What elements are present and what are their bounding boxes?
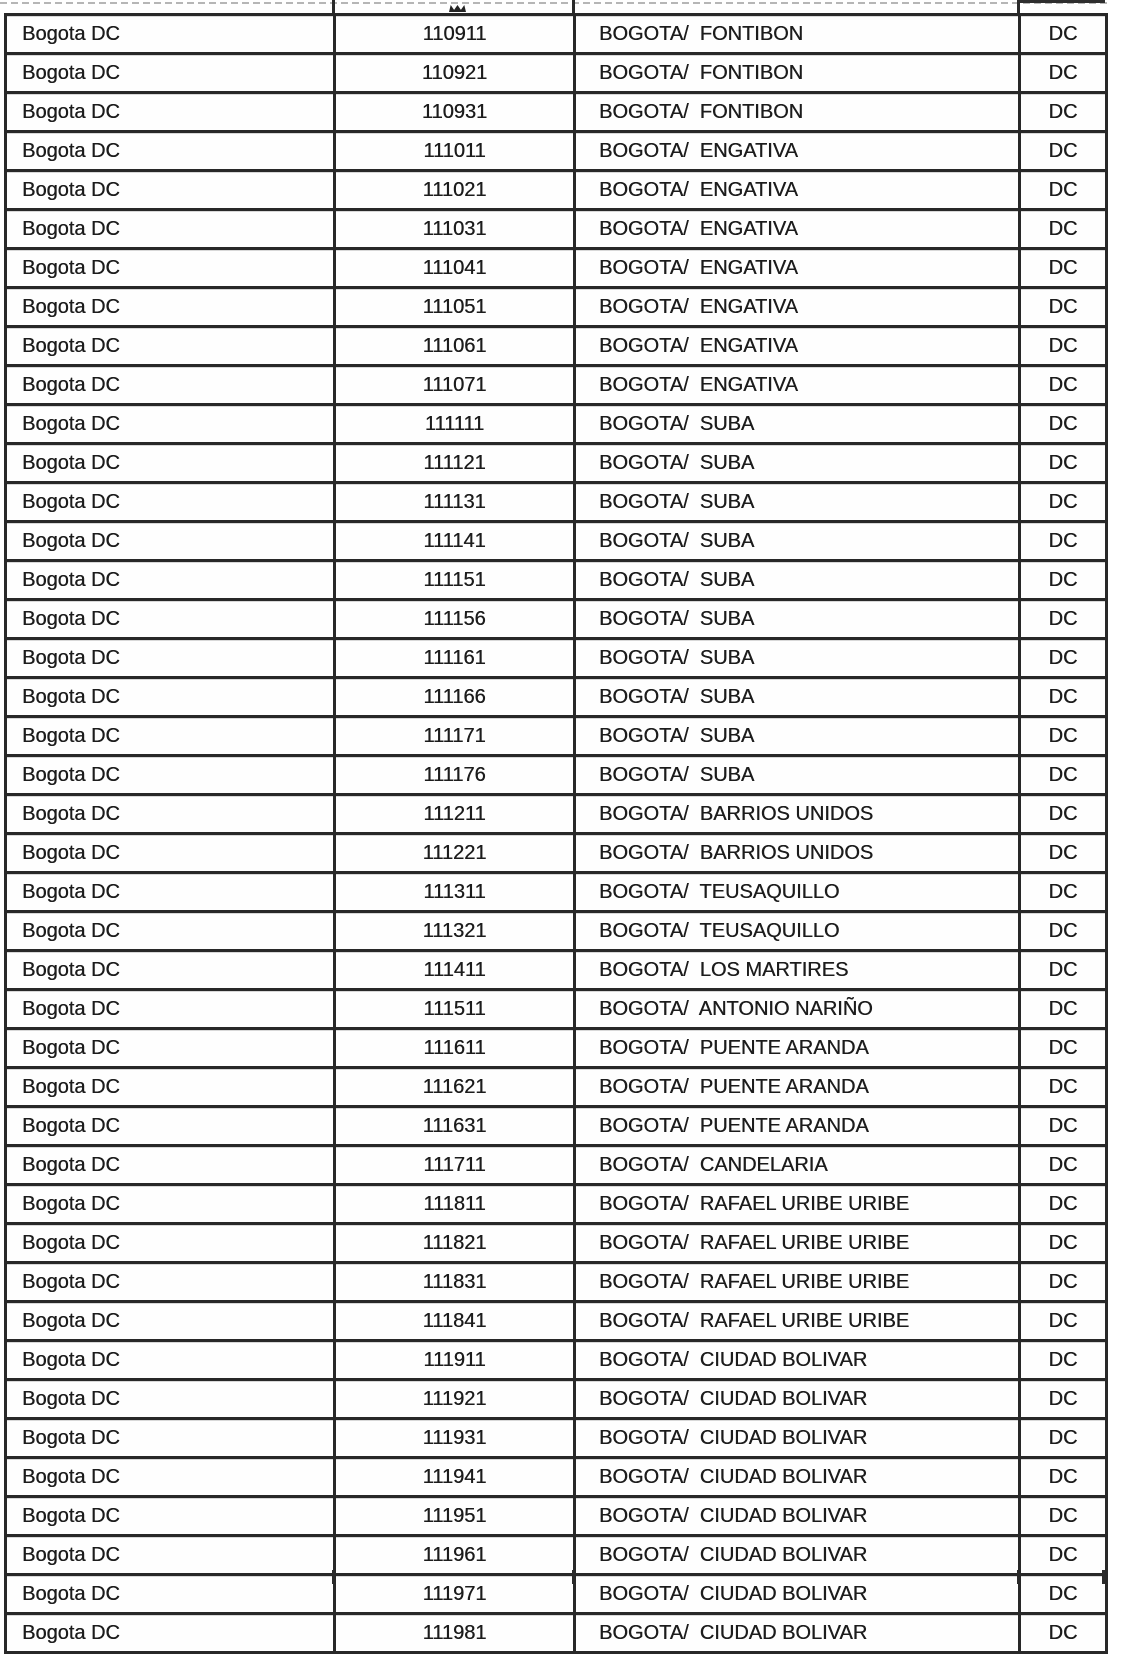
table-row	[6, 444, 1107, 483]
postal-codes-table	[4, 13, 1108, 1654]
postal-code-cell: 111211	[335, 795, 575, 834]
table-row	[6, 93, 1107, 132]
table-row	[6, 600, 1107, 639]
postal-code-cell: 111031	[335, 210, 575, 249]
locality-cell: BOGOTA/ CIUDAD BOLIVAR	[575, 1458, 1020, 1497]
scan-dotted-line	[0, 2, 1110, 4]
region-code-cell: DC	[1020, 1224, 1107, 1263]
region-code-cell: DC	[1020, 1107, 1107, 1146]
locality-cell: BOGOTA/ SUBA	[575, 483, 1020, 522]
region-code-cell: DC	[1020, 951, 1107, 990]
locality-cell: BOGOTA/ BARRIOS UNIDOS	[575, 834, 1020, 873]
postal-code-cell: 110921	[335, 54, 575, 93]
column-border-stub	[572, 0, 575, 13]
table-row	[6, 1614, 1107, 1653]
region-code-cell: DC	[1020, 834, 1107, 873]
department-cell: Bogota DC	[6, 717, 335, 756]
postal-code-cell: 111176	[335, 756, 575, 795]
table-row	[6, 1575, 1107, 1614]
cutoff-row-remnant	[0, 0, 1127, 13]
postal-code-cell: 111166	[335, 678, 575, 717]
postal-code-cell: 111061	[335, 327, 575, 366]
department-cell: Bogota DC	[6, 1341, 335, 1380]
department-cell: Bogota DC	[6, 15, 335, 54]
postal-code-cell: 111821	[335, 1224, 575, 1263]
postal-code-cell: 111051	[335, 288, 575, 327]
region-code-cell: DC	[1020, 873, 1107, 912]
locality-cell: BOGOTA/ ENGATIVA	[575, 288, 1020, 327]
locality-cell: BOGOTA/ ENGATIVA	[575, 249, 1020, 288]
locality-cell: BOGOTA/ CIUDAD BOLIVAR	[575, 1536, 1020, 1575]
department-cell: Bogota DC	[6, 1146, 335, 1185]
locality-cell: BOGOTA/ TEUSAQUILLO	[575, 912, 1020, 951]
table-row	[6, 795, 1107, 834]
postal-code-cell: 111951	[335, 1497, 575, 1536]
table-row	[6, 1185, 1107, 1224]
table-row	[6, 912, 1107, 951]
locality-cell: BOGOTA/ LOS MARTIRES	[575, 951, 1020, 990]
locality-cell: BOGOTA/ SUBA	[575, 678, 1020, 717]
department-cell: Bogota DC	[6, 912, 335, 951]
table-row	[6, 483, 1107, 522]
postal-code-cell: 111156	[335, 600, 575, 639]
region-code-cell: DC	[1020, 132, 1107, 171]
table-row	[6, 1497, 1107, 1536]
table-row	[6, 132, 1107, 171]
postal-code-cell: 111621	[335, 1068, 575, 1107]
locality-cell: BOGOTA/ FONTIBON	[575, 15, 1020, 54]
region-code-cell: DC	[1020, 171, 1107, 210]
locality-cell: BOGOTA/ FONTIBON	[575, 54, 1020, 93]
region-code-cell: DC	[1020, 15, 1107, 54]
region-code-cell: DC	[1020, 1419, 1107, 1458]
locality-cell: BOGOTA/ ENGATIVA	[575, 327, 1020, 366]
table-row	[6, 1458, 1107, 1497]
region-code-cell: DC	[1020, 1185, 1107, 1224]
region-code-cell: DC	[1020, 249, 1107, 288]
department-cell: Bogota DC	[6, 1419, 335, 1458]
postal-code-cell: 111711	[335, 1146, 575, 1185]
department-cell: Bogota DC	[6, 990, 335, 1029]
table-row	[6, 54, 1107, 93]
postal-code-cell: 111971	[335, 1575, 575, 1614]
department-cell: Bogota DC	[6, 1536, 335, 1575]
department-cell: Bogota DC	[6, 93, 335, 132]
table-row	[6, 15, 1107, 54]
postal-code-cell: 111111	[335, 405, 575, 444]
department-cell: Bogota DC	[6, 1107, 335, 1146]
department-cell: Bogota DC	[6, 1497, 335, 1536]
table-row	[6, 327, 1107, 366]
locality-cell: BOGOTA/ CIUDAD BOLIVAR	[575, 1419, 1020, 1458]
table-row	[6, 1224, 1107, 1263]
locality-cell: BOGOTA/ ENGATIVA	[575, 210, 1020, 249]
postal-code-cell: 111151	[335, 561, 575, 600]
department-cell: Bogota DC	[6, 795, 335, 834]
department-cell: Bogota DC	[6, 1029, 335, 1068]
table-body	[6, 15, 1107, 1653]
postal-code-cell: 111841	[335, 1302, 575, 1341]
department-cell: Bogota DC	[6, 639, 335, 678]
department-cell: Bogota DC	[6, 1302, 335, 1341]
table-row	[6, 1380, 1107, 1419]
postal-code-cell: 110931	[335, 93, 575, 132]
region-code-cell: DC	[1020, 717, 1107, 756]
region-code-cell: DC	[1020, 678, 1107, 717]
locality-cell: BOGOTA/ ANTONIO NARIÑO	[575, 990, 1020, 1029]
region-code-cell: DC	[1020, 912, 1107, 951]
locality-cell: BOGOTA/ TEUSAQUILLO	[575, 873, 1020, 912]
locality-cell: BOGOTA/ SUBA	[575, 600, 1020, 639]
table-row	[6, 834, 1107, 873]
table-row	[6, 288, 1107, 327]
table-row	[6, 756, 1107, 795]
region-code-cell: DC	[1020, 405, 1107, 444]
column-border-stub	[1102, 1570, 1105, 1584]
postal-code-cell: 111921	[335, 1380, 575, 1419]
department-cell: Bogota DC	[6, 873, 335, 912]
table-row	[6, 561, 1107, 600]
postal-code-cell: 111141	[335, 522, 575, 561]
region-code-cell: DC	[1020, 1614, 1107, 1653]
region-code-cell: DC	[1020, 1146, 1107, 1185]
region-code-cell: DC	[1020, 444, 1107, 483]
department-cell: Bogota DC	[6, 1575, 335, 1614]
region-code-cell: DC	[1020, 1575, 1107, 1614]
locality-cell: BOGOTA/ SUBA	[575, 405, 1020, 444]
department-cell: Bogota DC	[6, 1263, 335, 1302]
table-row	[6, 1068, 1107, 1107]
postal-code-cell: 111221	[335, 834, 575, 873]
table-row	[6, 717, 1107, 756]
locality-cell: BOGOTA/ FONTIBON	[575, 93, 1020, 132]
department-cell: Bogota DC	[6, 1458, 335, 1497]
postal-code-cell: 111161	[335, 639, 575, 678]
cutoff-text-remnant	[449, 5, 466, 12]
locality-cell: BOGOTA/ SUBA	[575, 639, 1020, 678]
locality-cell: BOGOTA/ PUENTE ARANDA	[575, 1068, 1020, 1107]
department-cell: Bogota DC	[6, 522, 335, 561]
department-cell: Bogota DC	[6, 561, 335, 600]
locality-cell: BOGOTA/ ENGATIVA	[575, 132, 1020, 171]
region-code-cell: DC	[1020, 93, 1107, 132]
table-row	[6, 1419, 1107, 1458]
region-code-cell: DC	[1020, 54, 1107, 93]
table-row	[6, 1536, 1107, 1575]
department-cell: Bogota DC	[6, 210, 335, 249]
table-row	[6, 1146, 1107, 1185]
postal-code-cell: 111941	[335, 1458, 575, 1497]
region-code-cell: DC	[1020, 288, 1107, 327]
region-code-cell: DC	[1020, 756, 1107, 795]
locality-cell: BOGOTA/ SUBA	[575, 444, 1020, 483]
region-code-cell: DC	[1020, 1458, 1107, 1497]
region-code-cell: DC	[1020, 1302, 1107, 1341]
column-border-stub	[572, 1570, 575, 1584]
region-code-cell: DC	[1020, 522, 1107, 561]
postal-code-cell: 111121	[335, 444, 575, 483]
region-code-cell: DC	[1020, 1536, 1107, 1575]
locality-cell: BOGOTA/ CIUDAD BOLIVAR	[575, 1380, 1020, 1419]
locality-cell: BOGOTA/ RAFAEL URIBE URIBE	[575, 1302, 1020, 1341]
postal-code-cell: 111931	[335, 1419, 575, 1458]
table-row	[6, 522, 1107, 561]
department-cell: Bogota DC	[6, 327, 335, 366]
locality-cell: BOGOTA/ CIUDAD BOLIVAR	[575, 1341, 1020, 1380]
postal-code-cell: 111411	[335, 951, 575, 990]
postal-code-cell: 111311	[335, 873, 575, 912]
postal-code-cell: 111071	[335, 366, 575, 405]
department-cell: Bogota DC	[6, 366, 335, 405]
table-row	[6, 951, 1107, 990]
postal-code-cell: 111961	[335, 1536, 575, 1575]
postal-code-cell: 111611	[335, 1029, 575, 1068]
region-code-cell: DC	[1020, 1263, 1107, 1302]
column-border-stub	[1017, 0, 1020, 13]
table-row	[6, 171, 1107, 210]
postal-code-cell: 111131	[335, 483, 575, 522]
department-cell: Bogota DC	[6, 834, 335, 873]
department-cell: Bogota DC	[6, 1224, 335, 1263]
locality-cell: BOGOTA/ PUENTE ARANDA	[575, 1107, 1020, 1146]
locality-cell: BOGOTA/ SUBA	[575, 522, 1020, 561]
postal-code-cell: 110911	[335, 15, 575, 54]
department-cell: Bogota DC	[6, 1380, 335, 1419]
locality-cell: BOGOTA/ PUENTE ARANDA	[575, 1029, 1020, 1068]
postal-code-cell: 111511	[335, 990, 575, 1029]
locality-cell: BOGOTA/ ENGATIVA	[575, 171, 1020, 210]
locality-cell: BOGOTA/ RAFAEL URIBE URIBE	[575, 1224, 1020, 1263]
locality-cell: BOGOTA/ ENGATIVA	[575, 366, 1020, 405]
postal-code-cell: 111631	[335, 1107, 575, 1146]
region-code-cell: DC	[1020, 366, 1107, 405]
region-code-cell: DC	[1020, 600, 1107, 639]
postal-code-cell: 111021	[335, 171, 575, 210]
region-code-cell: DC	[1020, 795, 1107, 834]
locality-cell: BOGOTA/ BARRIOS UNIDOS	[575, 795, 1020, 834]
department-cell: Bogota DC	[6, 951, 335, 990]
locality-cell: BOGOTA/ CIUDAD BOLIVAR	[575, 1614, 1020, 1653]
region-code-cell: DC	[1020, 1497, 1107, 1536]
table-row	[6, 1302, 1107, 1341]
region-code-cell: DC	[1020, 639, 1107, 678]
locality-cell: BOGOTA/ SUBA	[575, 561, 1020, 600]
table-row	[6, 1029, 1107, 1068]
locality-cell: BOGOTA/ RAFAEL URIBE URIBE	[575, 1185, 1020, 1224]
column-border-stub	[1017, 1570, 1020, 1584]
region-code-cell: DC	[1020, 1029, 1107, 1068]
department-cell: Bogota DC	[6, 249, 335, 288]
department-cell: Bogota DC	[6, 1185, 335, 1224]
cutoff-border-remnant	[1018, 0, 1105, 3]
postal-code-cell: 111911	[335, 1341, 575, 1380]
locality-cell: BOGOTA/ CIUDAD BOLIVAR	[575, 1575, 1020, 1614]
region-code-cell: DC	[1020, 210, 1107, 249]
table-row	[6, 366, 1107, 405]
department-cell: Bogota DC	[6, 600, 335, 639]
locality-cell: BOGOTA/ SUBA	[575, 756, 1020, 795]
postal-code-cell: 111831	[335, 1263, 575, 1302]
postal-code-cell: 111321	[335, 912, 575, 951]
department-cell: Bogota DC	[6, 132, 335, 171]
department-cell: Bogota DC	[6, 54, 335, 93]
table-row	[6, 1107, 1107, 1146]
department-cell: Bogota DC	[6, 288, 335, 327]
department-cell: Bogota DC	[6, 444, 335, 483]
department-cell: Bogota DC	[6, 171, 335, 210]
table-row	[6, 873, 1107, 912]
table-row	[6, 678, 1107, 717]
locality-cell: BOGOTA/ RAFAEL URIBE URIBE	[575, 1263, 1020, 1302]
column-border-stub	[332, 1570, 335, 1584]
department-cell: Bogota DC	[6, 483, 335, 522]
locality-cell: BOGOTA/ CIUDAD BOLIVAR	[575, 1497, 1020, 1536]
table-row	[6, 639, 1107, 678]
department-cell: Bogota DC	[6, 756, 335, 795]
region-code-cell: DC	[1020, 1068, 1107, 1107]
table-row	[6, 990, 1107, 1029]
postal-code-cell: 111011	[335, 132, 575, 171]
region-code-cell: DC	[1020, 327, 1107, 366]
postal-code-cell: 111171	[335, 717, 575, 756]
department-cell: Bogota DC	[6, 678, 335, 717]
department-cell: Bogota DC	[6, 405, 335, 444]
department-cell: Bogota DC	[6, 1068, 335, 1107]
department-cell: Bogota DC	[6, 1614, 335, 1653]
postal-code-cell: 111811	[335, 1185, 575, 1224]
table-row	[6, 1263, 1107, 1302]
table-row	[6, 210, 1107, 249]
table-row	[6, 405, 1107, 444]
locality-cell: BOGOTA/ CANDELARIA	[575, 1146, 1020, 1185]
postal-code-cell: 111041	[335, 249, 575, 288]
region-code-cell: DC	[1020, 990, 1107, 1029]
locality-cell: BOGOTA/ SUBA	[575, 717, 1020, 756]
region-code-cell: DC	[1020, 1380, 1107, 1419]
region-code-cell: DC	[1020, 561, 1107, 600]
table-row	[6, 249, 1107, 288]
postal-code-cell: 111981	[335, 1614, 575, 1653]
region-code-cell: DC	[1020, 483, 1107, 522]
column-border-stub	[332, 0, 335, 13]
table-row	[6, 1341, 1107, 1380]
region-code-cell: DC	[1020, 1341, 1107, 1380]
